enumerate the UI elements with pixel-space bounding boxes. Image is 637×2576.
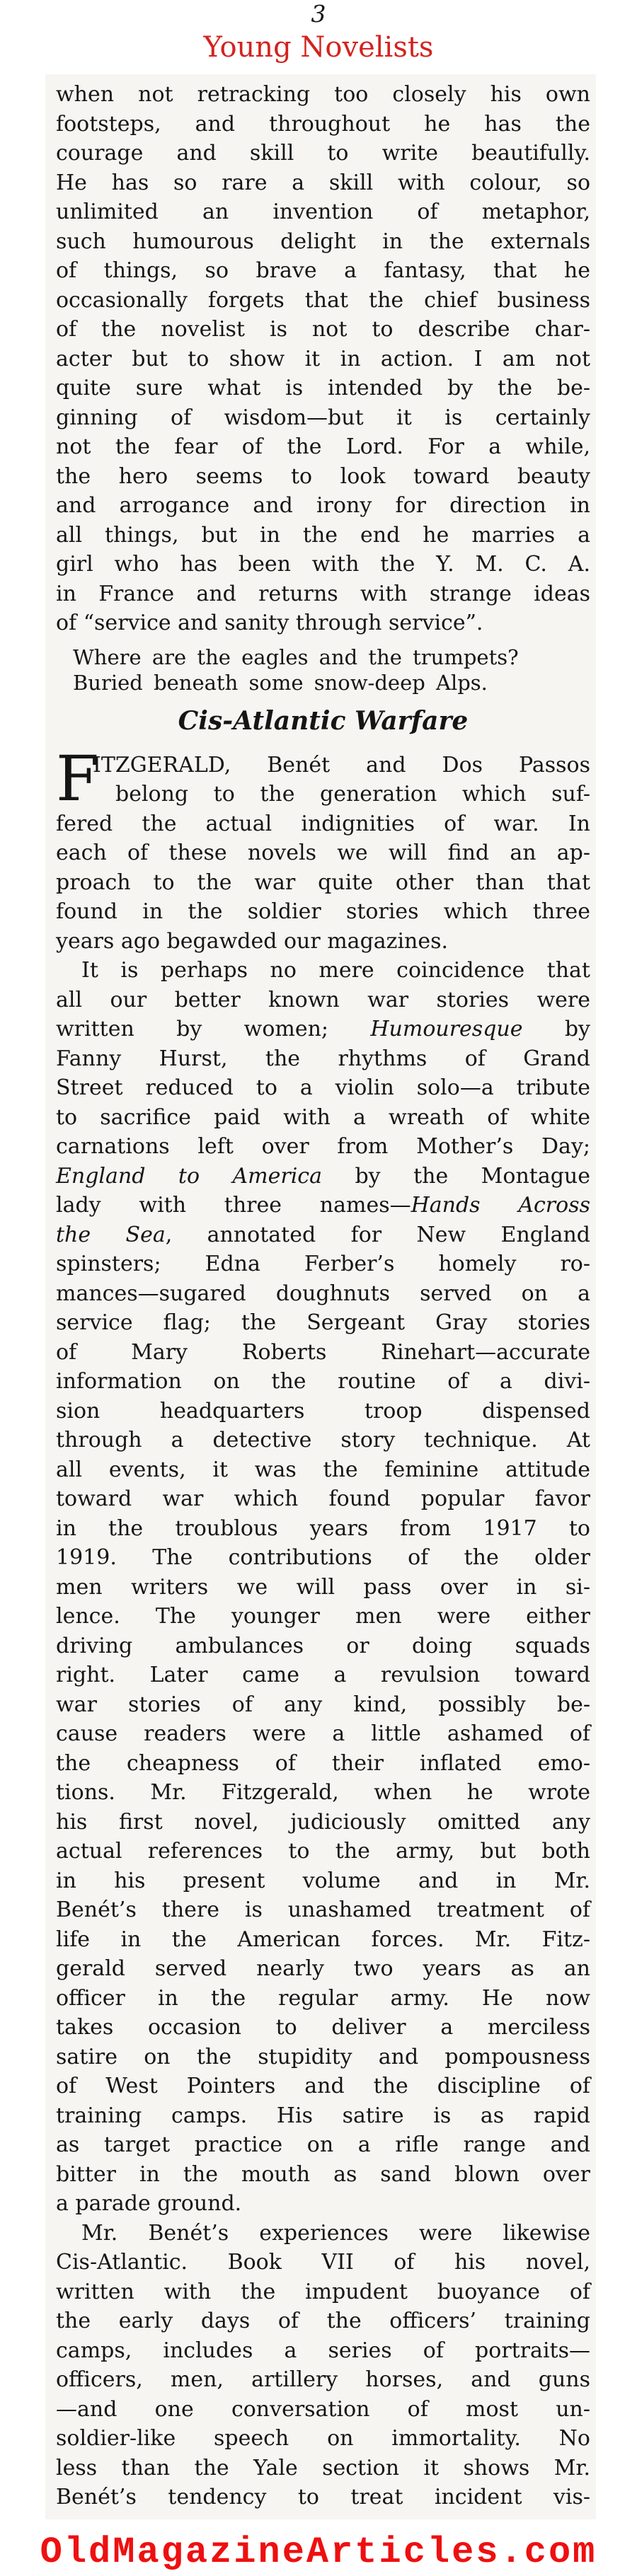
text-line: not the fear of the Lord. For a while, xyxy=(56,434,590,459)
text-line: years ago begawded our magazines. xyxy=(56,928,449,954)
text-line: footsteps, and throughout he has the xyxy=(56,111,590,137)
text-line: his first novel, judiciously omitted any xyxy=(56,1809,590,1835)
text-line: officer in the regular army. He now xyxy=(56,1985,590,2011)
text-line: lence. The younger men were either xyxy=(56,1604,590,1629)
text-line: occasionally forgets that the chief business xyxy=(56,287,590,313)
text-line: sion headquarters troop dispensed xyxy=(56,1398,590,1423)
text-line: in his present volume and in Mr. xyxy=(56,1868,590,1893)
text-line: Cis-Atlantic. Book VII of his novel, xyxy=(56,2250,590,2275)
text-line: ITZGERALD, Benét and Dos Passos xyxy=(93,752,590,778)
text-line: of the novelist is not to describe char- xyxy=(56,317,590,342)
paragraph-fitzgerald-rest xyxy=(56,809,590,957)
article-scan-block xyxy=(45,74,596,2519)
text-line: of West Pointers and the discipline of xyxy=(56,2074,590,2098)
text-line: Fanny Hurst, the rhythms of Grand xyxy=(56,1046,590,1071)
text-line: all things, but in the end he marries a xyxy=(56,522,590,548)
paragraph-war-stories xyxy=(56,956,590,2219)
text-line: of Mary Roberts Rinehart—accurate xyxy=(56,1339,590,1365)
text-line: and arrogance and irony for direction in xyxy=(56,493,590,518)
text-line: war stories of any kind, possibly be- xyxy=(56,1692,590,1717)
text-line: It is perhaps no mere coincidence that xyxy=(81,958,590,983)
text-line: soldier-like speech on immortality. No xyxy=(56,2426,590,2451)
text-line: satire on the stupidity and pompousness xyxy=(56,2044,590,2069)
text-line: as target practice on a rifle range and xyxy=(56,2132,590,2157)
text-line: driving ambulances or doing squads xyxy=(56,1633,590,1658)
text-line: cause readers were a little ashamed of xyxy=(56,1721,590,1746)
text-line: quite sure what is intended by the be- xyxy=(56,376,590,400)
text-line: spinsters; Edna Ferber’s homely ro- xyxy=(56,1252,590,1276)
page-number: 3 xyxy=(311,0,326,28)
text-line: less than the Yale section it shows Mr. xyxy=(56,2455,590,2480)
text-line: bitter in the mouth as sand blown over xyxy=(56,2161,590,2187)
paragraph-benet xyxy=(56,2219,590,2512)
text-line: through a detective story technique. At xyxy=(56,1428,590,1452)
text-line: ginning of wisdom—but it is certainly xyxy=(56,405,590,430)
text-line: Benét’s there is unashamed treatment of xyxy=(56,1898,590,1922)
text-line: toward war which found popular favor xyxy=(56,1486,590,1511)
text-line: belong to the generation which suf- xyxy=(115,782,590,807)
text-line: He has so rare a skill with colour, so xyxy=(56,170,590,195)
text-line: officers, men, artillery horses, and guns xyxy=(56,2367,590,2392)
text-line: Buried beneath some snow-deep Alps. xyxy=(73,670,488,695)
text-line: Mr. Benét’s experiences were likewise xyxy=(81,2220,590,2246)
text-line: courage and skill to write beautifully. xyxy=(56,141,590,166)
text-line: such humourous delight in the externals xyxy=(56,229,590,254)
paragraph-continuation xyxy=(56,80,590,638)
text-line: 1919. The contributions of the older xyxy=(56,1545,590,1570)
text-line: unlimited an invention of metaphor, xyxy=(56,200,590,224)
text-line: each of these novels we will find an ap- xyxy=(56,841,590,865)
text-line: life in the American forces. Mr. Fitz- xyxy=(56,1927,590,1952)
text-line: mances—sugared doughnuts served on a xyxy=(56,1281,590,1306)
text-line: a parade ground. xyxy=(56,2191,242,2216)
text-line: of things, so brave a fantasy, that he xyxy=(56,258,590,283)
text-line: camps, includes a series of portraits— xyxy=(56,2338,590,2363)
text-line: Where are the eagles and the trumpets? xyxy=(73,645,519,669)
text-line: to sacrifice paid with a wreath of white xyxy=(56,1104,590,1130)
text-line: written with the impudent buoyance of xyxy=(56,2279,590,2304)
text-line: England to America by the Montague xyxy=(56,1163,591,1189)
text-line: the early days of the officers’ training xyxy=(56,2309,590,2333)
text-line: written by women; Humouresque by xyxy=(56,1017,590,1041)
text-line: all our better known war stories were xyxy=(56,987,590,1012)
dropcap-letter-f: F xyxy=(56,741,100,815)
watermark-oldmagazinearticles: OldMagazineArticles.com xyxy=(40,2531,597,2573)
text-line: acter but to show it in action. I am not xyxy=(56,346,590,371)
text-line: lady with three names—Hands Across xyxy=(56,1193,591,1218)
text-line: found in the soldier stories which three xyxy=(56,899,590,924)
text-line: information on the routine of a divi- xyxy=(56,1369,590,1394)
text-line: right. Later came a revulsion toward xyxy=(56,1663,590,1687)
text-line: of “service and sanity through service”. xyxy=(56,611,483,635)
text-line: girl who has been with the Y. M. C. A. xyxy=(56,552,590,577)
text-line: men writers we will pass over in si- xyxy=(56,1574,590,1600)
text-line: carnations left over from Mother’s Day; xyxy=(56,1134,590,1159)
text-line: in the troublous years from 1917 to xyxy=(56,1515,590,1541)
text-line: Street reduced to a violin solo—a tribute xyxy=(56,1075,590,1100)
dropcap-block xyxy=(56,741,590,815)
poem-quote xyxy=(56,645,590,695)
text-line: the cheapness of their inflated emo- xyxy=(56,1750,590,1776)
text-line: in France and returns with strange ideas xyxy=(56,581,590,606)
text-line: training camps. His satire is as rapid xyxy=(56,2103,590,2128)
text-line: gerald served nearly two years as an xyxy=(56,1956,590,1981)
text-line: fered the actual indignities of war. In xyxy=(56,811,590,836)
text-line: service flag; the Sergeant Gray stories xyxy=(56,1310,590,1335)
text-line: Benét’s tendency to treat incident vis- xyxy=(56,2485,590,2509)
text-line: the Sea, annotated for New England xyxy=(56,1222,590,1247)
text-line: the hero seems to look toward beauty xyxy=(56,463,590,489)
article-title: Young Novelists xyxy=(203,31,434,64)
text-line: when not retracking too closely his own xyxy=(56,82,590,107)
section-heading: Cis-Atlantic Warfare xyxy=(178,705,469,736)
text-line: actual references to the army, but both xyxy=(56,1839,590,1864)
text-line: proach to the war quite other than that xyxy=(56,870,590,895)
text-line: —and one conversation of most un- xyxy=(56,2396,590,2422)
paragraph-fitzgerald xyxy=(56,741,590,957)
text-line: tions. Mr. Fitzgerald, when he wrote xyxy=(56,1780,590,1805)
text-line: takes occasion to deliver a merciless xyxy=(56,2015,590,2040)
text-line: all events, it was the feminine attitude xyxy=(56,1457,590,1482)
